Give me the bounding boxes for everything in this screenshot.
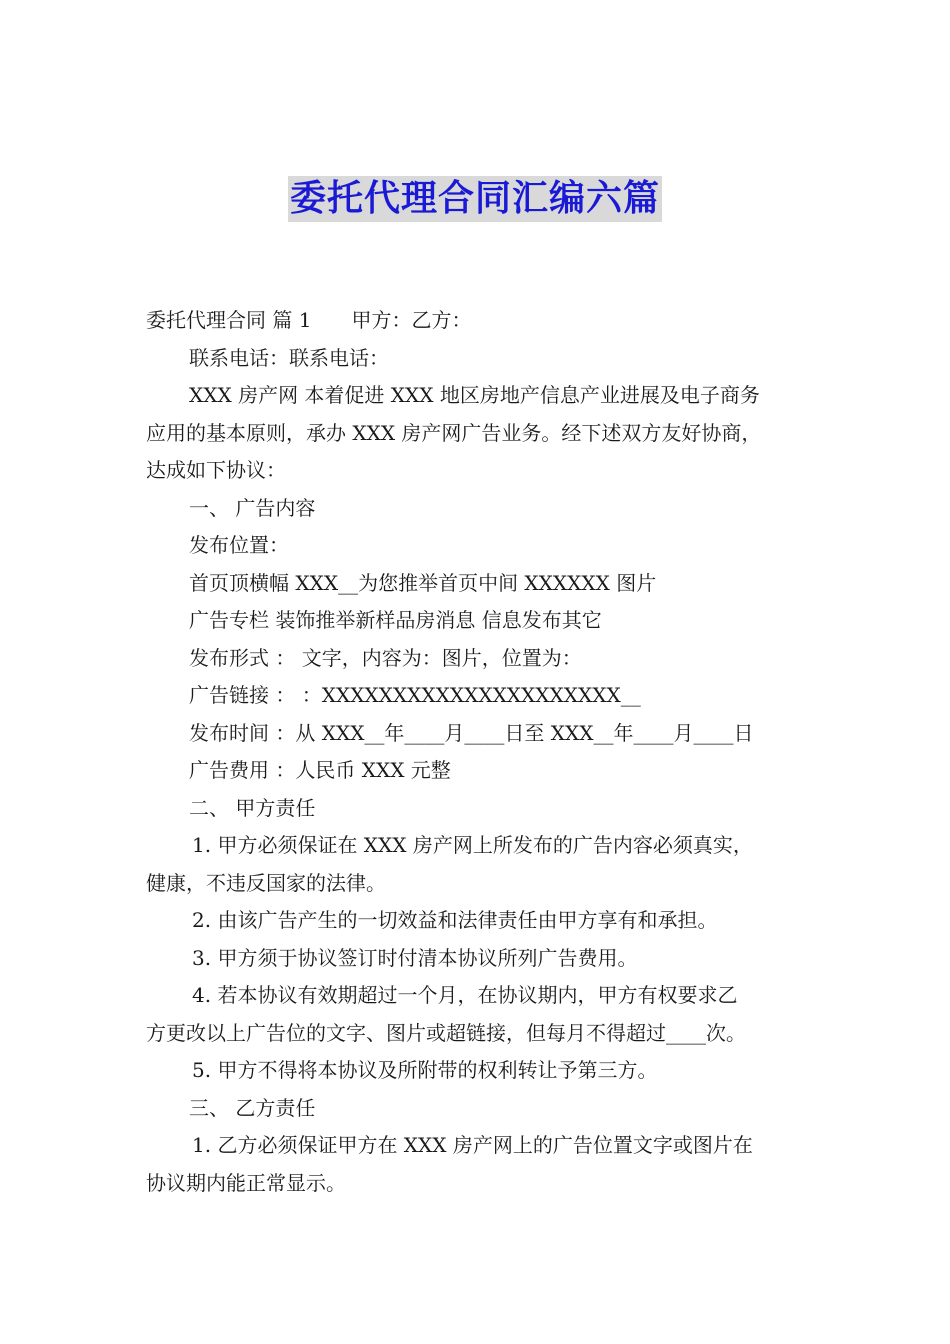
paragraph-line: 协议期内能正常显示。 [146,1170,346,1195]
paragraph-line: 方更改以上广告位的文字、图片或超链接，但每月不得超过____次。 [146,1020,746,1045]
paragraph-line: 3. 甲方须于协议签订时付清本协议所列广告费用。 [192,945,638,970]
paragraph-line: 发布形式 ： 文字，内容为：图片，位置为： [189,645,582,670]
section-heading: 三、 乙方责任 [189,1095,316,1120]
paragraph-line: 应用的基本原则，承办 XXX 房产网广告业务。经下述双方友好协商， [146,420,762,445]
paragraph-line: 1. 甲方必须保证在 XXX 房产网上所发布的广告内容必须真实， [192,833,753,857]
paragraph-line [146,302,816,340]
paragraph-line: 5. 甲方不得将本协议及所附带的权利转让予第三方。 [192,1058,658,1082]
paragraph-line: 发布时间 ：从 XXX__年____月____日至 XXX__年____月____日 [189,720,754,745]
paragraph-line: 发布位置： [189,533,289,557]
paragraph-line: 4. 若本协议有效期超过一个月，在协议期内，甲方有权要求乙 [192,983,738,1007]
paragraph-line: 首页顶横幅 XXX__为您推举首页中间 XXXXXX 图片 [189,570,657,595]
document-title: 委托代理合同汇编六篇 [288,176,662,222]
paragraph-line: 达成如下协议： [146,458,286,482]
section-heading: 一、 广告内容 [189,495,316,520]
paragraph-line: 1. 乙方必须保证甲方在 XXX 房产网上的广告位置文字或图片在 [192,1133,753,1157]
party-labels: 甲方：乙方： [351,308,472,332]
document-body [146,302,816,1202]
title-container [0,176,950,222]
contract-heading: 委托代理合同 篇 1 [146,308,312,332]
paragraph-line: 联系电话：联系电话： [189,345,389,370]
paragraph-line: XXX 房产网 本着促进 XXX 地区房地产信息产业进展及电子商务 [189,383,760,407]
paragraph-line: 广告链接 ： ：XXXXXXXXXXXXXXXXXXXXX__ [189,683,641,707]
paragraph-line: 2. 由该广告产生的一切效益和法律责任由甲方享有和承担。 [192,908,718,932]
section-heading: 二、 甲方责任 [189,795,316,820]
paragraph-line: 广告专栏 装饰推举新样品房消息 信息发布其它 [189,608,602,632]
paragraph-line: 广告费用 ：人民币 XXX 元整 [189,758,451,782]
paragraph-line: 健康，不违反国家的法律。 [146,870,386,895]
